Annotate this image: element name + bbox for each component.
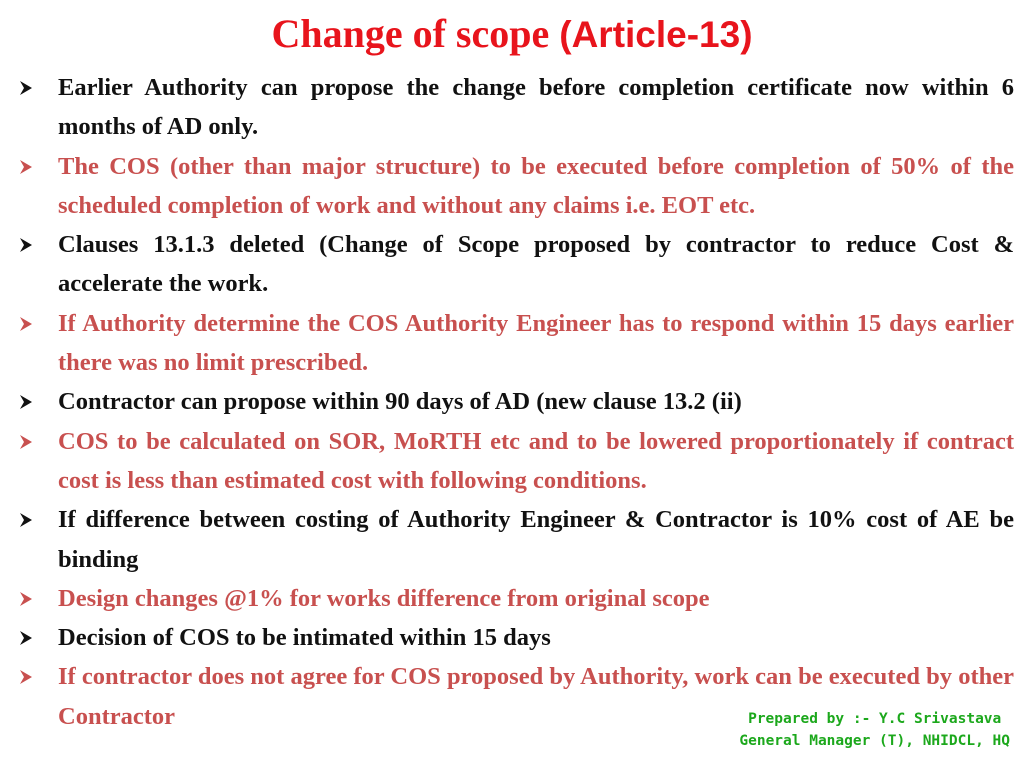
- bullet-text: Clauses 13.1.3 deleted (Change of Scope proposed by contractor to reduce Cost & accelerate the work.: [58, 231, 1014, 298]
- bullet-item: [18, 382, 1014, 421]
- bullet-item: [18, 618, 1014, 657]
- arrow-bullet-icon: [18, 591, 34, 607]
- bullet-item: [18, 225, 1014, 304]
- arrow-bullet-icon: [18, 434, 34, 450]
- credit-note: [739, 708, 1010, 752]
- bullet-text: COS to be calculated on SOR, MoRTH etc and to be lowered proportionately if contract cost is less than estimated cost with following conditions.: [58, 427, 1014, 494]
- arrow-bullet-icon: [18, 80, 34, 96]
- arrow-bullet-icon: [18, 630, 34, 646]
- credit-line-1: Prepared by :- Y.C Srivastava: [748, 711, 1002, 727]
- bullet-text: The COS (other than major structure) to be executed before completion of 50% of the scheduled completion of work and without any claims i.e. EOT etc.: [58, 152, 1014, 219]
- arrow-bullet-icon: [18, 237, 34, 253]
- bullet-list: [18, 68, 1014, 736]
- arrow-bullet-icon: [18, 669, 34, 685]
- arrow-bullet-icon: [18, 394, 34, 410]
- title-article: (Article-13): [559, 14, 753, 55]
- bullet-text: Decision of COS to be intimated within 15 days: [58, 624, 551, 652]
- bullet-text: Earlier Authority can propose the change before completion certificate now within 6 months of AD only.: [58, 74, 1014, 141]
- bullet-text: Contractor can propose within 90 days of AD (new clause 13.2 (ii): [58, 388, 742, 416]
- bullet-text: If difference between costing of Authority Engineer & Contractor is 10% cost of AE be binding: [58, 506, 1014, 573]
- bullet-item: [18, 147, 1014, 226]
- bullet-text: If Authority determine the COS Authority Engineer has to respond within 15 days earlier there was no limit prescribed.: [58, 309, 1014, 377]
- arrow-bullet-icon: [18, 316, 34, 332]
- bullet-text: Design changes @1% for works difference from original scope: [58, 584, 710, 612]
- arrow-bullet-icon: [18, 512, 34, 528]
- title-main: Change of scope: [271, 11, 560, 56]
- bullet-text: If contractor does not agree for COS proposed by Authority, work can be executed by other Contractor: [58, 663, 1014, 730]
- arrow-bullet-icon: [18, 159, 34, 175]
- bullet-item: [18, 304, 1014, 383]
- page-title: [0, 8, 1024, 61]
- bullet-item: [18, 579, 1014, 618]
- bullet-item: [18, 500, 1014, 579]
- credit-line-2: General Manager (T), NHIDCL, HQ: [739, 733, 1010, 749]
- bullet-item: [18, 68, 1014, 147]
- bullet-item: [18, 422, 1014, 501]
